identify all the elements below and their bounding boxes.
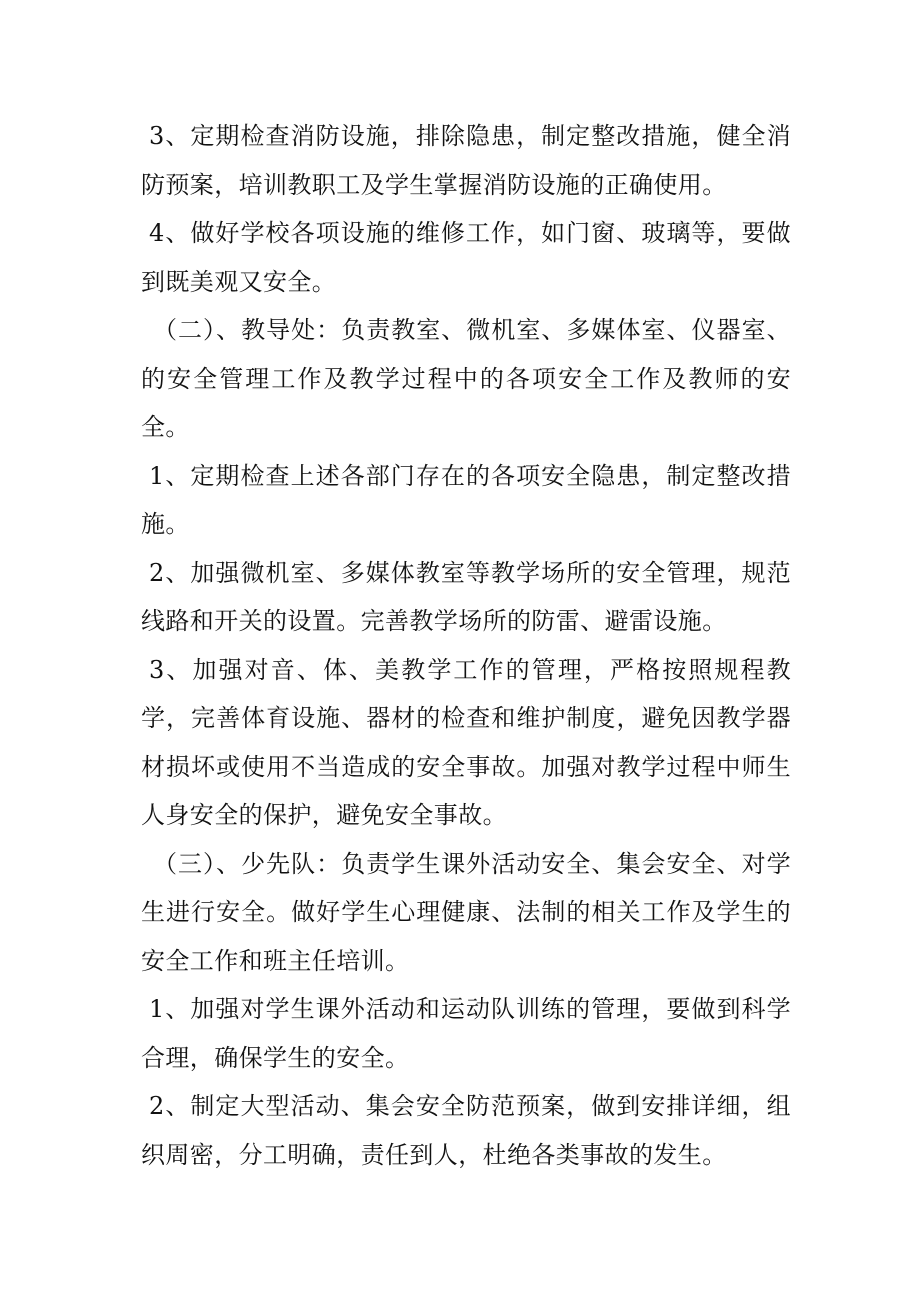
paragraph-academic-office: （二）、教导处：负责教室、微机室、多媒体室、仪器室、的安全管理工作及教学过程中的各项安全工作及教师的安全。 xyxy=(141,316,791,441)
paragraph-computer-room-safety: 2、加强微机室、多媒体教室等教学场所的安全管理，规范线路和开关的设置。完善教学场所的防雷、避雷设施。 xyxy=(141,558,791,635)
paragraph-event-safety-plan: 2、制定大型活动、集会安全防范预案，做到安排详细，组织周密，分工明确，责任到人，杜绝各类事故的发生。 xyxy=(141,1092,791,1169)
paragraph-hazard-inspection: 1、定期检查上述各部门存在的各项安全隐患，制定整改措施。 xyxy=(141,461,791,538)
paragraph-facility-maintenance: 4、做好学校各项设施的维修工作，如门窗、玻璃等，要做到既美观又安全。 xyxy=(141,219,791,296)
paragraph-fire-safety: 3、定期检查消防设施，排除隐患，制定整改措施，健全消防预案，培训教职工及学生掌握消防设施的正确使用。 xyxy=(141,122,791,199)
paragraph-young-pioneers: （三）、少先队：负责学生课外活动安全、集会安全、对学生进行安全。做好学生心理健康、法制的相关工作及学生的安全工作和班主任培训。 xyxy=(141,849,791,975)
paragraph-pe-art-music-safety: 3、加强对音、体、美教学工作的管理，严格按照规程教学，完善体育设施、器材的检查和维护制度，避免因教学器材损坏或使用不当造成的安全事故。加强对教学过程中师生人身安全的保护，避免安全事故。 xyxy=(141,655,791,829)
document-body xyxy=(141,112,791,1179)
paragraph-extracurricular-safety: 1、加强对学生课外活动和运动队训练的管理，要做到科学合理，确保学生的安全。 xyxy=(141,995,791,1072)
